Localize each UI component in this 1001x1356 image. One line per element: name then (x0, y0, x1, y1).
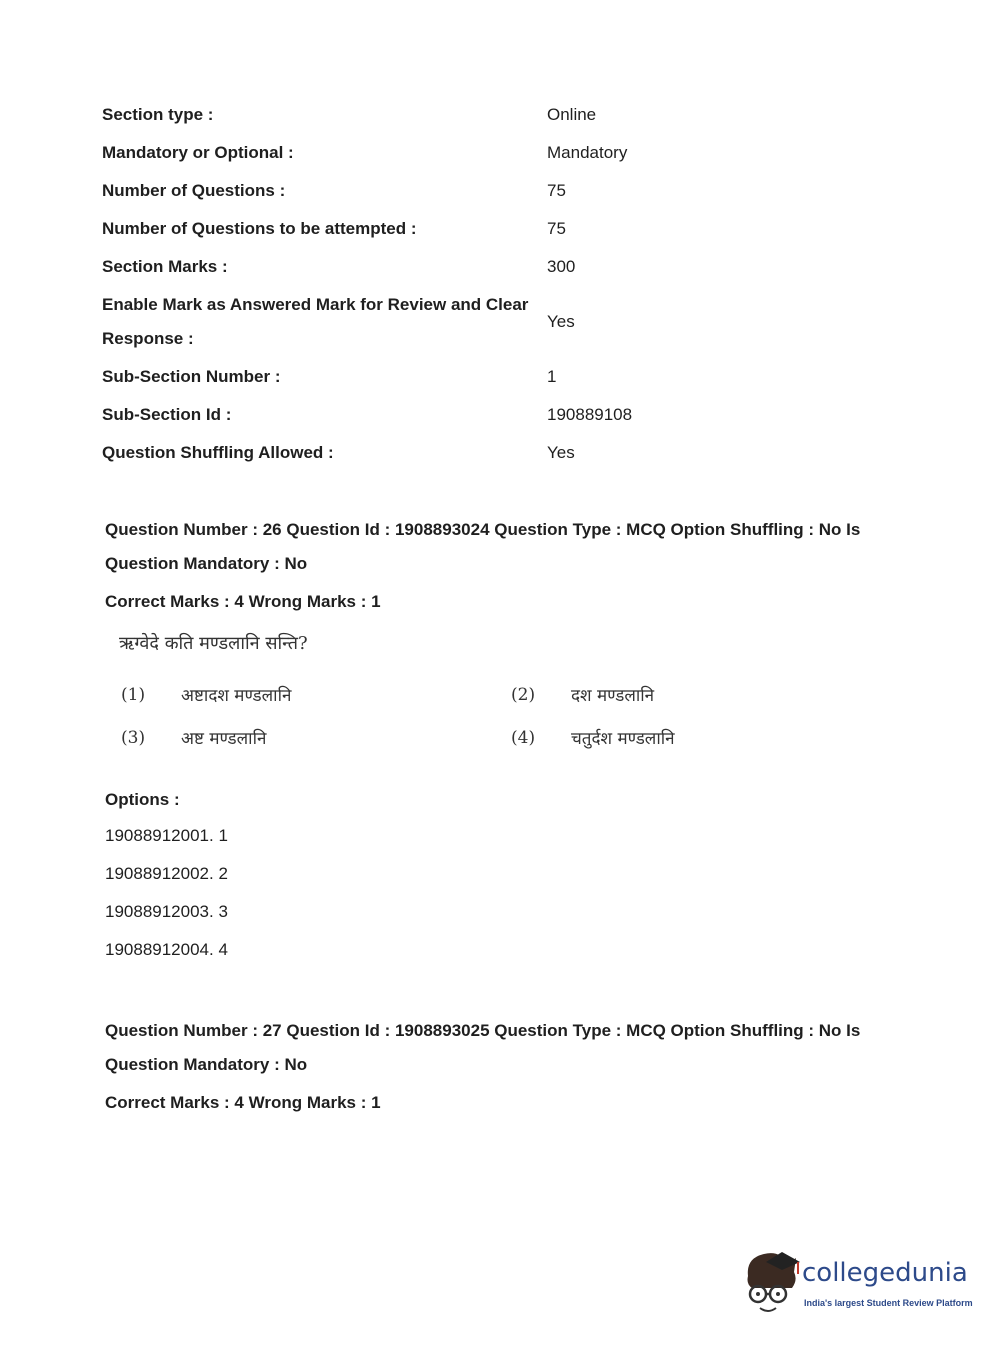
info-key: Question Shuffling Allowed : (102, 443, 334, 462)
info-value: Yes (547, 312, 575, 331)
info-key: Mandatory or Optional : (102, 143, 294, 162)
choice-item (121, 683, 511, 706)
info-key: Number of Questions : (102, 181, 286, 200)
choice-number: (1) (121, 684, 146, 705)
info-key: Section type : (102, 105, 214, 124)
choice-grid (121, 683, 925, 749)
info-value: Yes (547, 443, 575, 462)
info-row (102, 396, 902, 434)
choice-item (511, 726, 891, 749)
choice-text: दश मण्डलानि (571, 686, 655, 706)
choice-item (511, 683, 891, 706)
info-row (102, 358, 902, 396)
info-row (102, 172, 902, 210)
option-line: 19088912004. 4 (105, 940, 228, 959)
info-row (102, 134, 902, 172)
info-key: Sub-Section Id : (102, 405, 232, 424)
choice-number: (3) (121, 727, 146, 748)
info-value: Mandatory (547, 143, 628, 162)
choice-number: (2) (511, 684, 536, 705)
info-key: Number of Questions to be attempted : (102, 219, 417, 238)
collegedunia-logo (742, 1250, 973, 1320)
info-row (102, 248, 902, 286)
question-text: ऋग्वेदे कति मण्डलानि सन्ति? (119, 633, 308, 654)
question-26 (105, 513, 925, 969)
logo-tagline: India's largest Student Review Platform (804, 1298, 973, 1308)
option-line: 19088912003. 3 (105, 902, 228, 921)
info-value: 75 (547, 181, 566, 200)
option-line: 19088912001. 1 (105, 826, 228, 845)
info-key: Enable Mark as Answered Mark for Review and Clear Response : (102, 295, 529, 348)
info-row (102, 96, 902, 134)
info-row (102, 434, 902, 472)
choice-text: चतुर्दश मण्डलानि (571, 729, 675, 749)
question-marks: Correct Marks : 4 Wrong Marks : 1 (105, 1093, 381, 1112)
choice-text: अष्ट मण्डलानि (181, 729, 267, 749)
question-27 (105, 1014, 925, 1120)
question-header: Question Number : 27 Question Id : 1908893025 Question Type : MCQ Option Shuffling : No Is Question Mandatory : No (105, 1021, 861, 1074)
question-marks: Correct Marks : 4 Wrong Marks : 1 (105, 592, 381, 611)
choice-number: (4) (511, 727, 536, 748)
info-value: 190889108 (547, 405, 633, 424)
info-row (102, 286, 902, 358)
option-line: 19088912002. 2 (105, 864, 228, 883)
choice-item (121, 726, 511, 749)
mascot-icon (742, 1250, 802, 1320)
info-value: Online (547, 105, 597, 124)
choice-text: अष्टादश मण्डलानि (181, 686, 292, 706)
info-value: 1 (547, 367, 557, 386)
question-header: Question Number : 26 Question Id : 1908893024 Question Type : MCQ Option Shuffling : No Is Question Mandatory : No (105, 520, 861, 573)
section-info-table (102, 96, 902, 472)
logo-name: collegedunia (802, 1258, 968, 1288)
info-value: 300 (547, 257, 576, 276)
info-row (102, 210, 902, 248)
info-value: 75 (547, 219, 566, 238)
options-label: Options : (105, 790, 180, 809)
info-key: Sub-Section Number : (102, 367, 281, 386)
info-key: Section Marks : (102, 257, 228, 276)
